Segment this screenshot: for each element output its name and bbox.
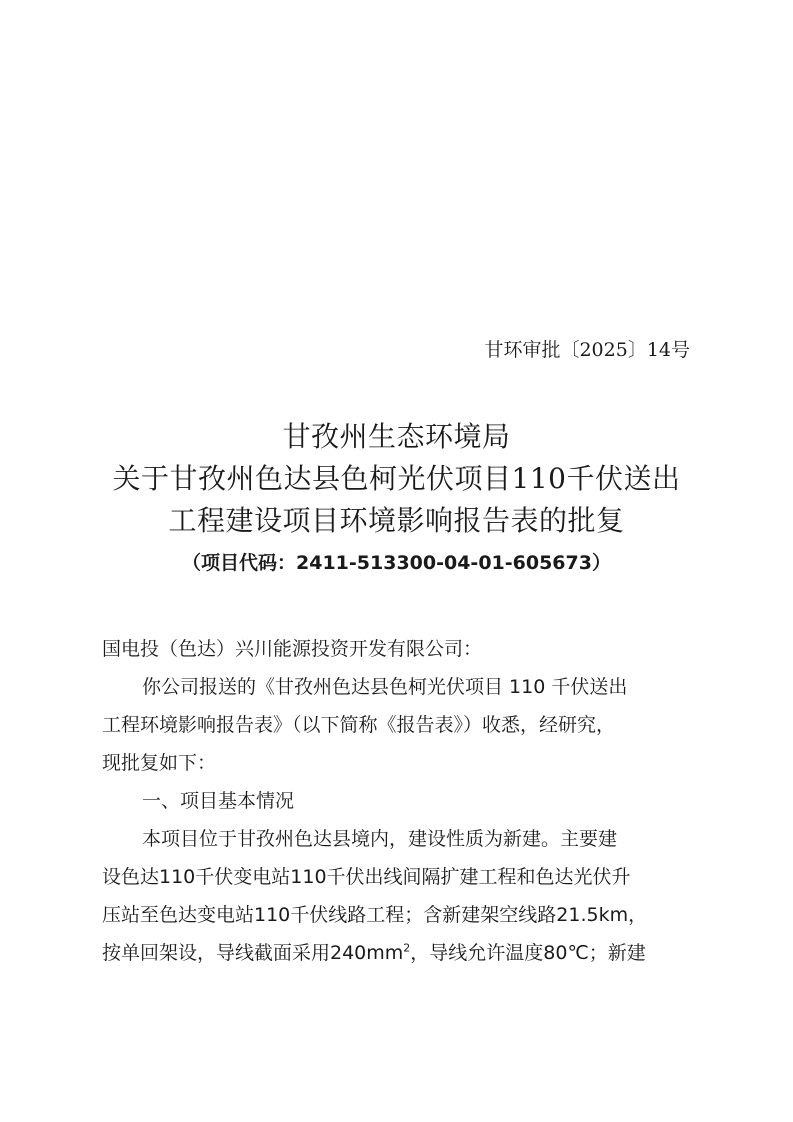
paragraph-line: [102, 934, 692, 972]
section-heading: [102, 782, 692, 820]
addressee: [102, 630, 692, 668]
project-code: （项目代码：2411-513300-04-01-605673）: [182, 552, 611, 574]
addressee-text: 国电投（色达）兴川能源投资开发有限公司：: [102, 638, 483, 660]
paragraph-project-info: [102, 820, 692, 972]
paragraph-line: 压站至色达变电站110千伏线路工程；含新建架空线路21.5km，: [102, 904, 648, 926]
document-number: 甘环审批〔2025〕14号: [484, 339, 690, 361]
issuer-title: 甘孜州生态环境局: [282, 420, 511, 453]
title-block: [0, 416, 793, 578]
superscript: 2: [403, 941, 411, 955]
document-body: [102, 630, 692, 972]
paragraph-line: 本项目位于甘孜州色达县境内，建设性质为新建。主要建: [142, 828, 618, 850]
paragraph-intro: [102, 668, 692, 782]
paragraph-line: 工程环境影响报告表》（以下简称《报告表》）收悉，经研究，: [102, 714, 616, 736]
paragraph-line: 现批复如下：: [102, 752, 217, 774]
paragraph-line: 设色达110千伏变电站110千伏出线间隔扩建工程和色达光伏升: [102, 866, 631, 888]
document-title-line-1: 关于甘孜州色达县色柯光伏项目110千伏送出: [112, 462, 681, 495]
paragraph-line: 你公司报送的《甘孜州色达县色柯光伏项目 110 千伏送出: [142, 676, 628, 698]
document-title-line-2: 工程建设项目环境影响报告表的批复: [168, 504, 625, 537]
section-heading-text: 一、项目基本情况: [142, 790, 295, 812]
line-text: 按单回架设，导线截面采用240mm: [102, 942, 404, 964]
line-text: ，导线允许温度80℃；新建: [410, 942, 646, 964]
